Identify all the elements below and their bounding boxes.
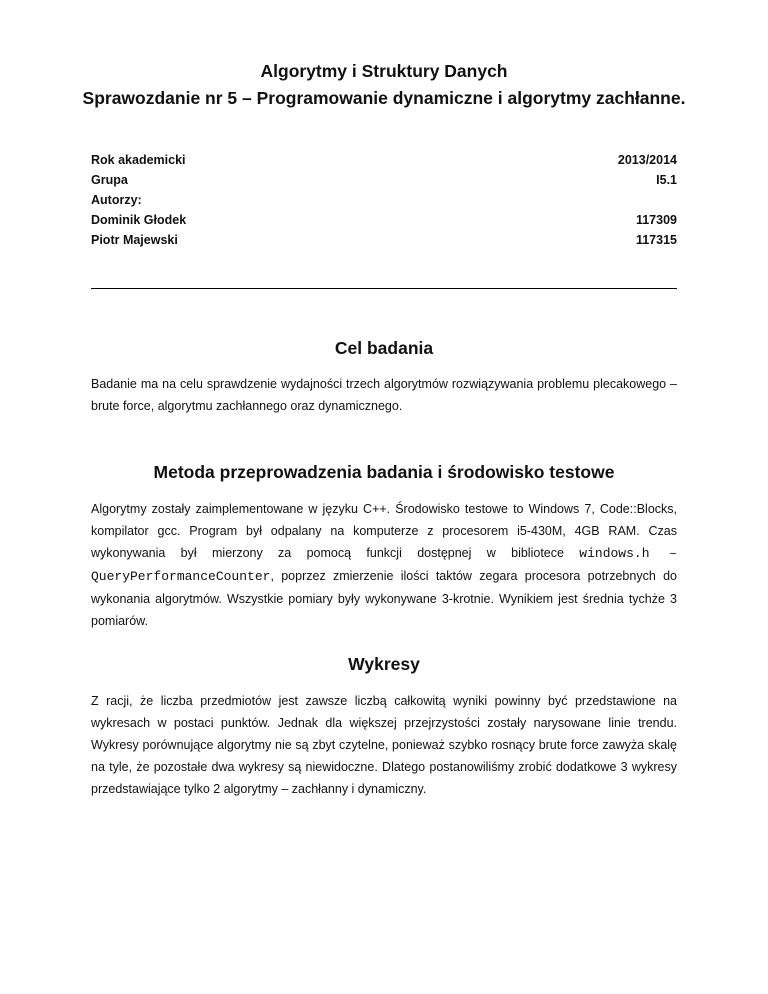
meta-label: Dominik Głodek — [91, 213, 187, 227]
meta-label: Piotr Majewski — [91, 233, 178, 247]
meta-block — [91, 150, 677, 250]
method-code-reference: windows.h – QueryPerformanceCounter — [91, 546, 677, 584]
meta-row-group — [91, 170, 677, 190]
meta-row-authors — [91, 190, 677, 210]
method-text-before: Algorytmy zostały zaimplementowane w języku C++. Środowisko testowe to Windows 7, Code::Blocks, kompilator gcc. Program był odpalany na komputerze z procesorem i5-430M, 4GB RAM. Czas wykonywania był mierzony za pomocą funkcji dostępnej w bibliotece — [91, 502, 677, 560]
meta-value: 2013/2014 — [617, 153, 677, 167]
meta-value: 117309 — [635, 213, 677, 227]
meta-row-year — [91, 150, 677, 170]
meta-row-author-1 — [91, 210, 677, 230]
section-heading-charts: Wykresy — [348, 654, 420, 674]
meta-row-author-2 — [91, 230, 677, 250]
meta-label: Autorzy: — [91, 193, 142, 207]
section-text-method — [91, 498, 677, 632]
section-heading-goal: Cel badania — [334, 338, 434, 358]
meta-label: Rok akademicki — [91, 153, 186, 167]
horizontal-divider — [91, 288, 677, 289]
method-text-after: , poprzez zmierzenie ilości taktów zegara procesora potrzebnych do wykonania algorytmów. Wszystkie pomiary były wykonywane 3-krotnie. Wynikiem jest średnia tychże 3 pomiarów. — [91, 569, 677, 628]
section-text-goal: Badanie ma na celu sprawdzenie wydajności trzech algorytmów rozwiązywania problemu plecakowego – brute force, algorytmu zachłannego oraz dynamicznego. — [91, 377, 677, 413]
section-text-charts: Z racji, że liczba przedmiotów jest zawsze liczbą całkowitą wyniki powinny być przedstawione na wykresach w postaci punktów. Jednak dla większej przejrzystości zostały narysowane linie trendu. Wykresy porównujące algorytmy nie są zbyt czytelne, ponieważ szybko rosnący brute force zawyża skalę na tyle, że pozostałe dwa wykresy są niewidoczne. Dlatego postanowiliśmy zrobić dodatkowe 3 wykresy przedstawiające tylko 2 algorytmy – zachłanny i dynamiczny. — [91, 694, 677, 796]
title-line-1: Algorytmy i Struktury Danych — [260, 61, 508, 81]
section-heading-method: Metoda przeprowadzenia badania i środowisko testowe — [153, 462, 615, 482]
document-title — [0, 58, 768, 112]
meta-value: I5.1 — [656, 173, 677, 187]
title-line-2: Sprawozdanie nr 5 – Programowanie dynamiczne i algorytmy zachłanne. — [82, 88, 686, 108]
meta-value: 117315 — [635, 233, 677, 247]
meta-label: Grupa — [91, 173, 128, 187]
